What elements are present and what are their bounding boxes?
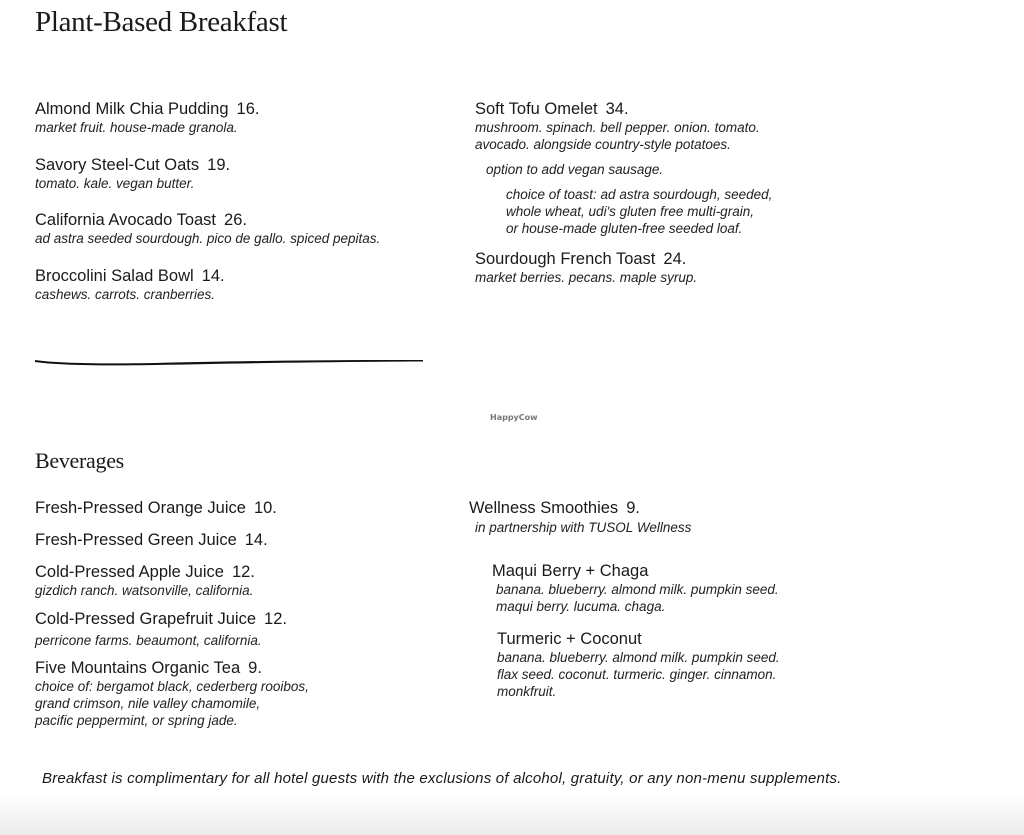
item-description: avocado. alongside country-style potatoes. <box>475 137 731 152</box>
item-name: Savory Steel-Cut Oats <box>35 156 200 174</box>
menu-item <box>35 658 309 729</box>
item-price: 16. <box>236 100 260 118</box>
menu-item <box>35 210 380 247</box>
smoothie-flavor <box>492 561 779 615</box>
item-name: Fresh-Pressed Orange Juice <box>35 499 246 517</box>
item-price: 26. <box>224 211 247 229</box>
brush-divider <box>35 355 423 367</box>
item-name: Cold-Pressed Apple Juice <box>35 563 224 581</box>
item-name: Fresh-Pressed Green Juice <box>35 531 237 549</box>
item-price: 24. <box>663 250 687 268</box>
item-price: 14. <box>244 531 268 549</box>
item-description: choice of: bergamot black, cederberg rooibos, <box>35 679 309 694</box>
flavor-description: banana. blueberry. almond milk. pumpkin seed. <box>496 582 779 597</box>
item-name: Almond Milk Chia Pudding <box>35 100 229 118</box>
omelet-option-note: option to add vegan sausage. <box>486 162 664 177</box>
smoothies-item <box>469 498 691 536</box>
toast-choice-note <box>506 186 772 237</box>
toast-choice-line: or house-made gluten-free seeded loaf. <box>506 221 743 236</box>
item-description: tomato. kale. vegan butter. <box>35 176 195 191</box>
item-price: 34. <box>605 100 629 118</box>
item-name: Broccolini Salad Bowl <box>35 267 194 285</box>
beverages-title: Beverages <box>35 448 124 473</box>
menu-item <box>35 498 277 518</box>
item-description: gizdich ranch. watsonville, california. <box>35 583 254 598</box>
item-name: Soft Tofu Omelet <box>475 100 598 118</box>
flavor-name: Turmeric + Coconut <box>497 630 642 648</box>
smoothie-flavor <box>497 629 780 700</box>
item-price: 9. <box>626 499 640 517</box>
item-name: California Avocado Toast <box>35 211 217 229</box>
item-price: 12. <box>264 610 287 628</box>
toast-choice-line: choice of toast: ad astra sourdough, seeded, <box>506 187 773 202</box>
menu-item <box>475 99 760 153</box>
flavor-description: monkfruit. <box>497 684 557 699</box>
item-price: 10. <box>253 499 277 517</box>
flavor-description: banana. blueberry. almond milk. pumpkin seed. <box>497 650 780 665</box>
flavor-name: Maqui Berry + Chaga <box>492 562 649 580</box>
item-description: market berries. pecans. maple syrup. <box>475 270 698 285</box>
partnership-note: in partnership with TUSOL Wellness <box>475 520 692 535</box>
item-description: mushroom. spinach. bell pepper. onion. tomato. <box>475 120 760 135</box>
happycow-watermark: HappyCow <box>490 413 538 422</box>
item-name: Sourdough French Toast <box>475 250 656 268</box>
menu-item <box>35 266 225 303</box>
menu-item <box>35 155 230 192</box>
item-description: grand crimson, nile valley chamomile, <box>35 696 261 711</box>
menu-item <box>35 562 255 599</box>
item-description: ad astra seeded sourdough. pico de gallo. spiced pepitas. <box>35 231 381 246</box>
item-description: perricone farms. beaumont, california. <box>35 633 262 648</box>
menu-item <box>35 99 259 136</box>
footer-note: Breakfast is complimentary for all hotel guests with the exclusions of alcohol, gratuity, or any non-menu supplements. <box>42 770 842 787</box>
item-price: 12. <box>231 563 255 581</box>
menu-item <box>475 249 697 286</box>
item-price: 9. <box>248 659 262 677</box>
flavor-description: flax seed. coconut. turmeric. ginger. cinnamon. <box>497 667 777 682</box>
item-description: market fruit. house-made granola. <box>35 120 238 135</box>
menu-item <box>35 530 268 550</box>
item-price: 14. <box>201 267 225 285</box>
flavor-description: maqui berry. lucuma. chaga. <box>496 599 666 614</box>
menu-item <box>35 609 287 649</box>
item-description: cashews. carrots. cranberries. <box>35 287 216 302</box>
item-price: 19. <box>207 156 231 174</box>
bottom-shadow <box>0 795 1024 835</box>
item-name: Cold-Pressed Grapefruit Juice <box>35 610 257 628</box>
item-name: Five Mountains Organic Tea <box>35 659 241 677</box>
item-name: Wellness Smoothies <box>469 499 619 517</box>
toast-choice-line: whole wheat, udi's gluten free multi-grain, <box>506 204 754 219</box>
breakfast-title: Plant-Based Breakfast <box>35 6 288 38</box>
item-description: pacific peppermint, or spring jade. <box>35 713 238 728</box>
